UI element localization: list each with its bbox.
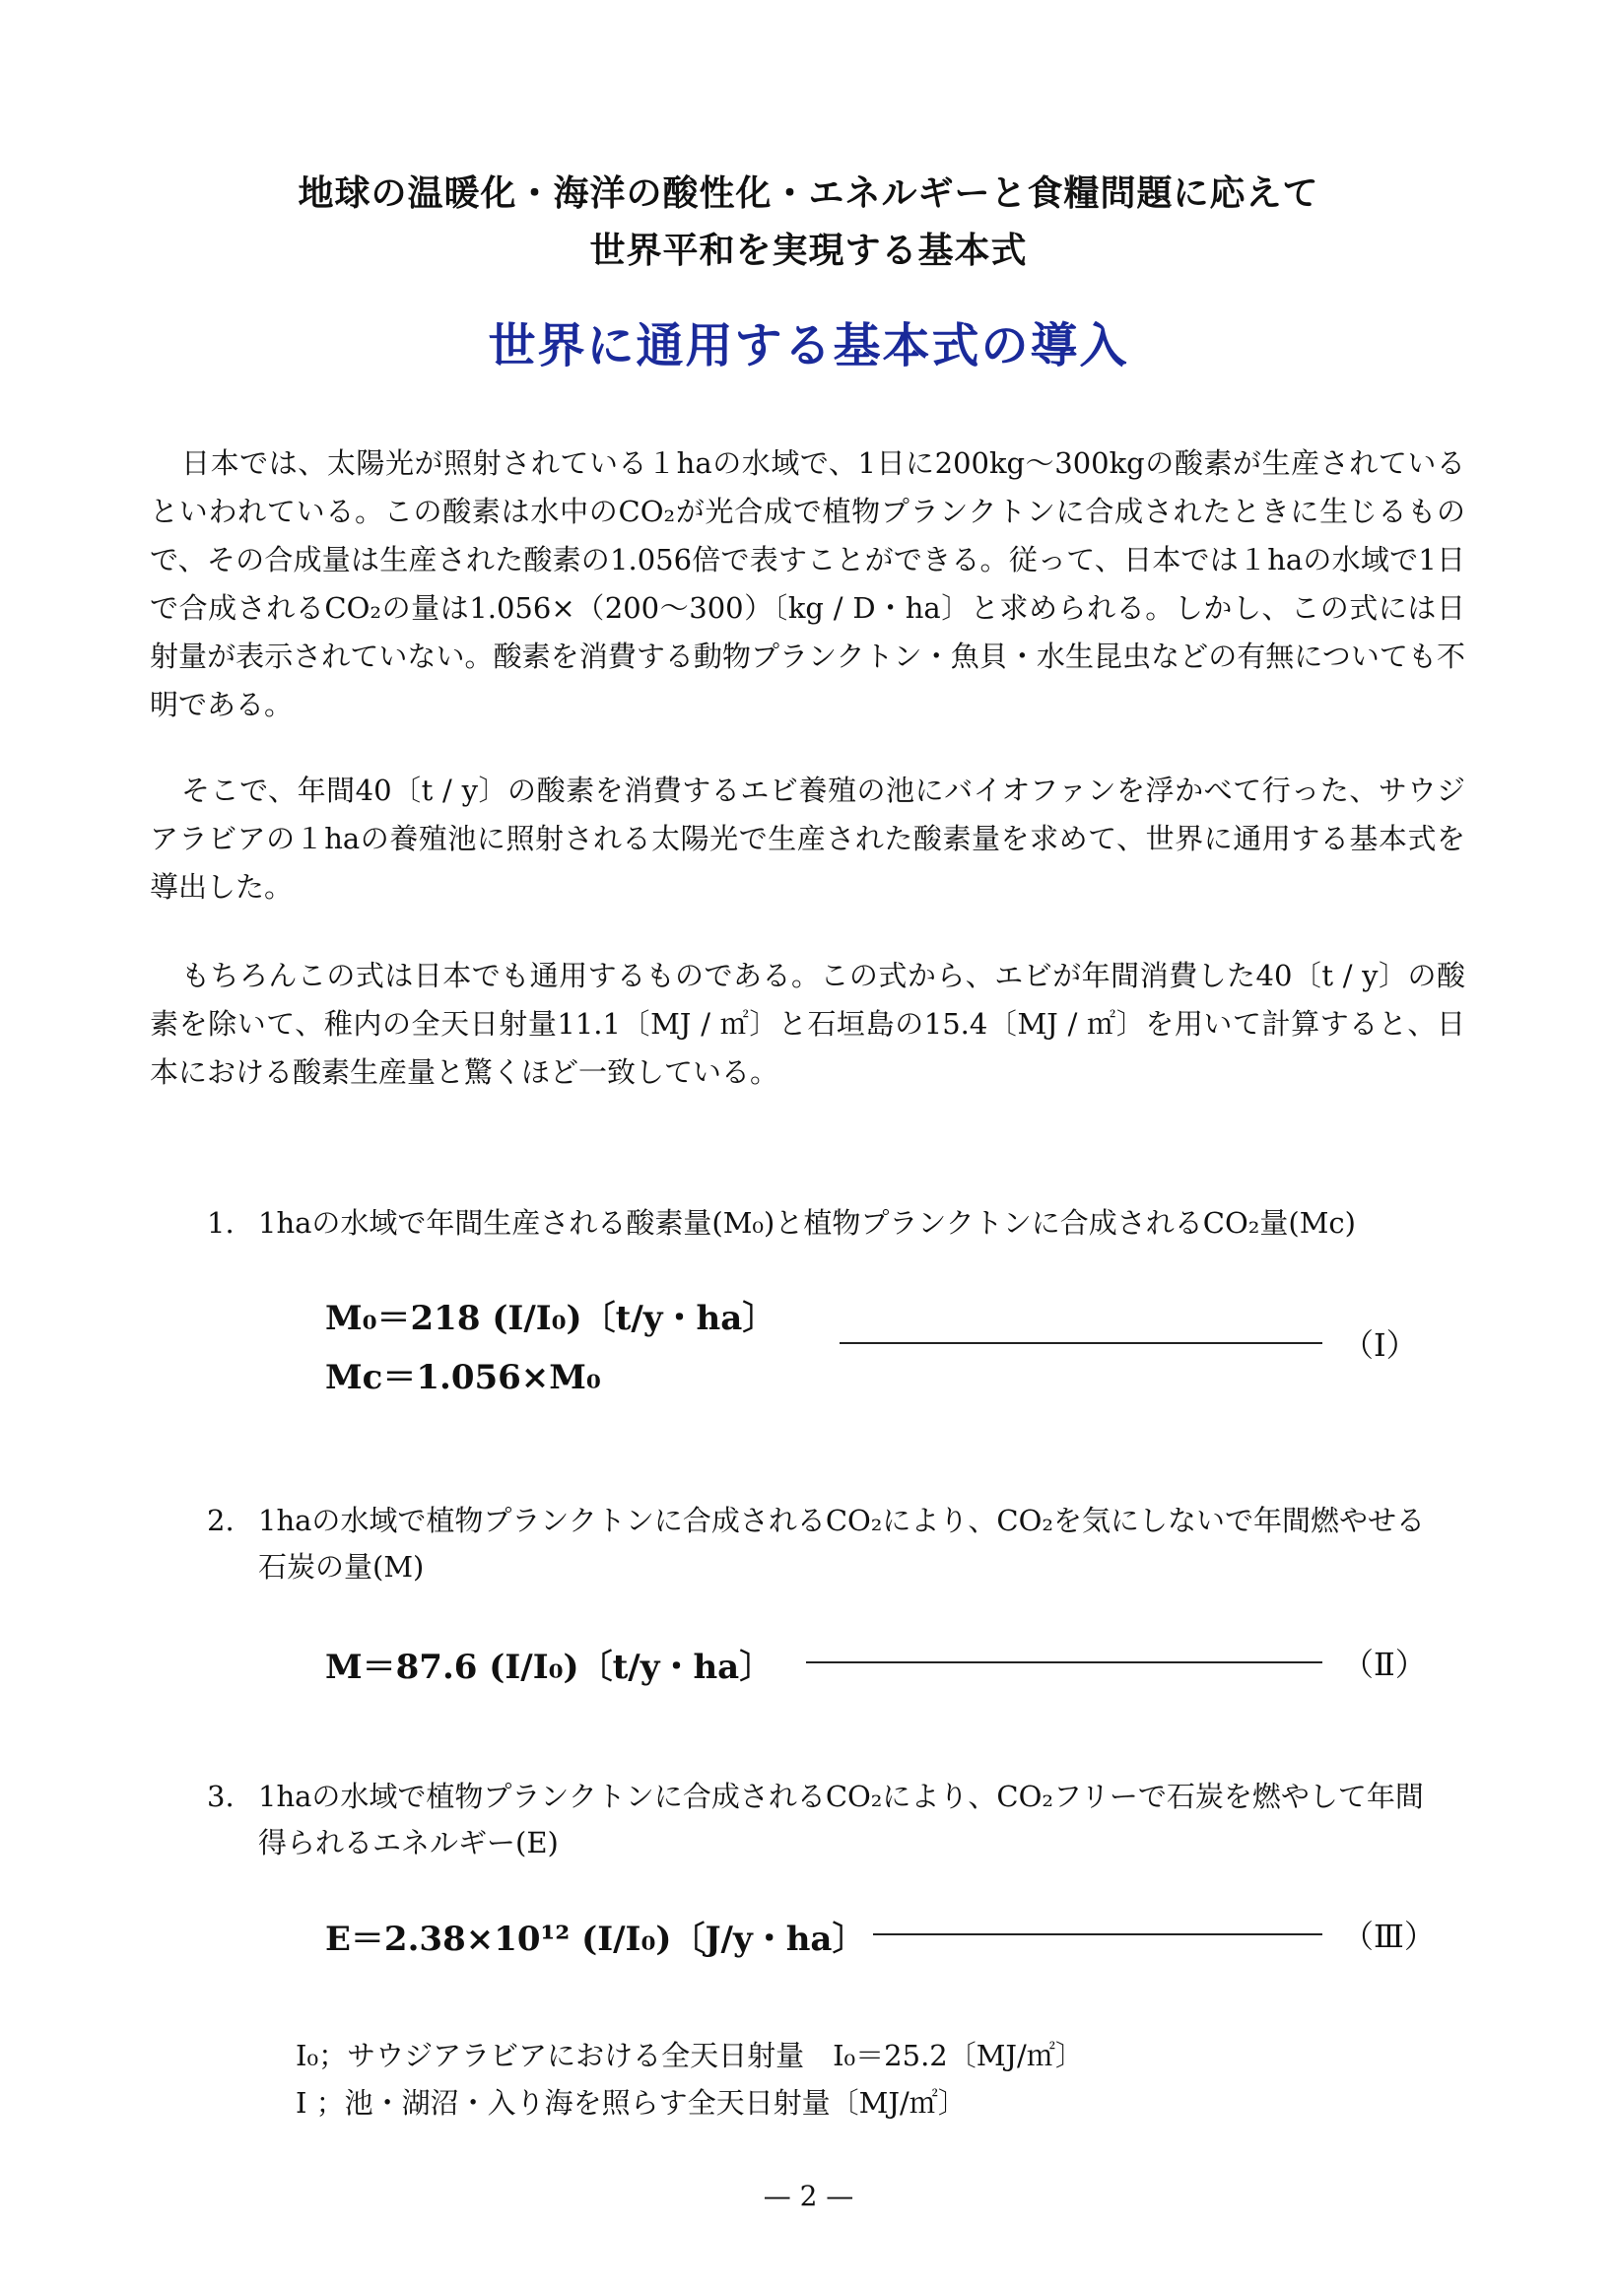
paragraph-1: 日本では、太陽光が照射されている１haの水域で、1日に200kg〜300kgの酸素が生産されているといわれている。この酸素は水中のCO₂が光合成で植物プランクトンに合成されたときに生じるもので、その合成量は生産された酸素の1.056倍で表すことができる。従って、日本では１haの水域で1日で合成されるCO₂の量は1.056×（200〜300）〔kg / D・ha〕と求められる。しかし、この式には日射量が表示されていない。酸素を消費する動物プランクトン・魚貝・水生昆虫などの有無についても不明である。	[150, 446, 1465, 721]
page-number: — 2 —	[763, 2180, 854, 2212]
equation-1-rule	[840, 1342, 1322, 1344]
paragraph-2: そこで、年間40〔t / y〕の酸素を消費するエビ養殖の池にバイオファンを浮かべて行った、サウジアラビアの１haの養殖池に照射される太陽光で生産された酸素量を求めて、世界に通用する基本式を導出した。	[150, 774, 1465, 904]
item-3-text: 1haの水域で植物プランクトンに合成されるCO₂により、CO₂フリーで石炭を燃やして年間得られるエネルギー(E)	[258, 1780, 1424, 1859]
equation-2: M＝87.6 (I/I₀)〔t/y・ha〕	[325, 1648, 774, 1687]
equation-3: E＝2.38×10¹² (I/I₀)〔J/y・ha〕	[325, 1920, 866, 1959]
equation-3-rule	[873, 1933, 1322, 1935]
definition-i: I ；池・湖沼・入り海を照らす全天日射量〔MJ/㎡〕	[296, 2086, 967, 2120]
equation-2-tag: （Ⅱ）	[1342, 1646, 1427, 1683]
item-3-number: 3.	[207, 1780, 235, 1813]
equation-1-line-2: Mc＝1.056×M₀	[325, 1358, 601, 1397]
equation-3-tag: （Ⅲ）	[1342, 1918, 1436, 1955]
section-heading: 世界に通用する基本式の導入	[488, 318, 1129, 373]
definition-i0: I₀；サウジアラビアにおける全天日射量 I₀＝25.2〔MJ/㎡〕	[296, 2039, 1084, 2072]
item-1-text: 1haの水域で年間生産される酸素量(M₀)と植物プランクトンに合成されるCO₂量(Mc)	[258, 1206, 1356, 1240]
item-3	[207, 1774, 1429, 1866]
equation-2-rule	[806, 1661, 1322, 1663]
item-1	[207, 1200, 1429, 1247]
equation-1-line-1: M₀＝218 (I/I₀)〔t/y・ha〕	[325, 1299, 776, 1338]
item-2	[207, 1498, 1429, 1590]
title-line-2: 世界平和を実現する基本式	[589, 230, 1028, 271]
item-1-number: 1.	[207, 1206, 235, 1240]
item-2-number: 2.	[207, 1504, 235, 1537]
equation-1-tag: （Ⅰ）	[1342, 1326, 1418, 1364]
item-2-text: 1haの水域で植物プランクトンに合成されるCO₂により、CO₂を気にしないで年間燃やせる石炭の量(M)	[258, 1504, 1426, 1584]
title-line-1: 地球の温暖化・海洋の酸性化・エネルギーと食糧問題に応えて	[298, 172, 1319, 214]
paragraph-3: もちろんこの式は日本でも通用するものである。この式から、エビが年間消費した40〔t / y〕の酸素を除いて、稚内の全天日射量11.1〔MJ / ㎡〕と石垣島の15.4〔MJ / ㎡〕を用いて計算すると、日本における酸素生産量と驚くほど一致している。	[150, 959, 1465, 1089]
